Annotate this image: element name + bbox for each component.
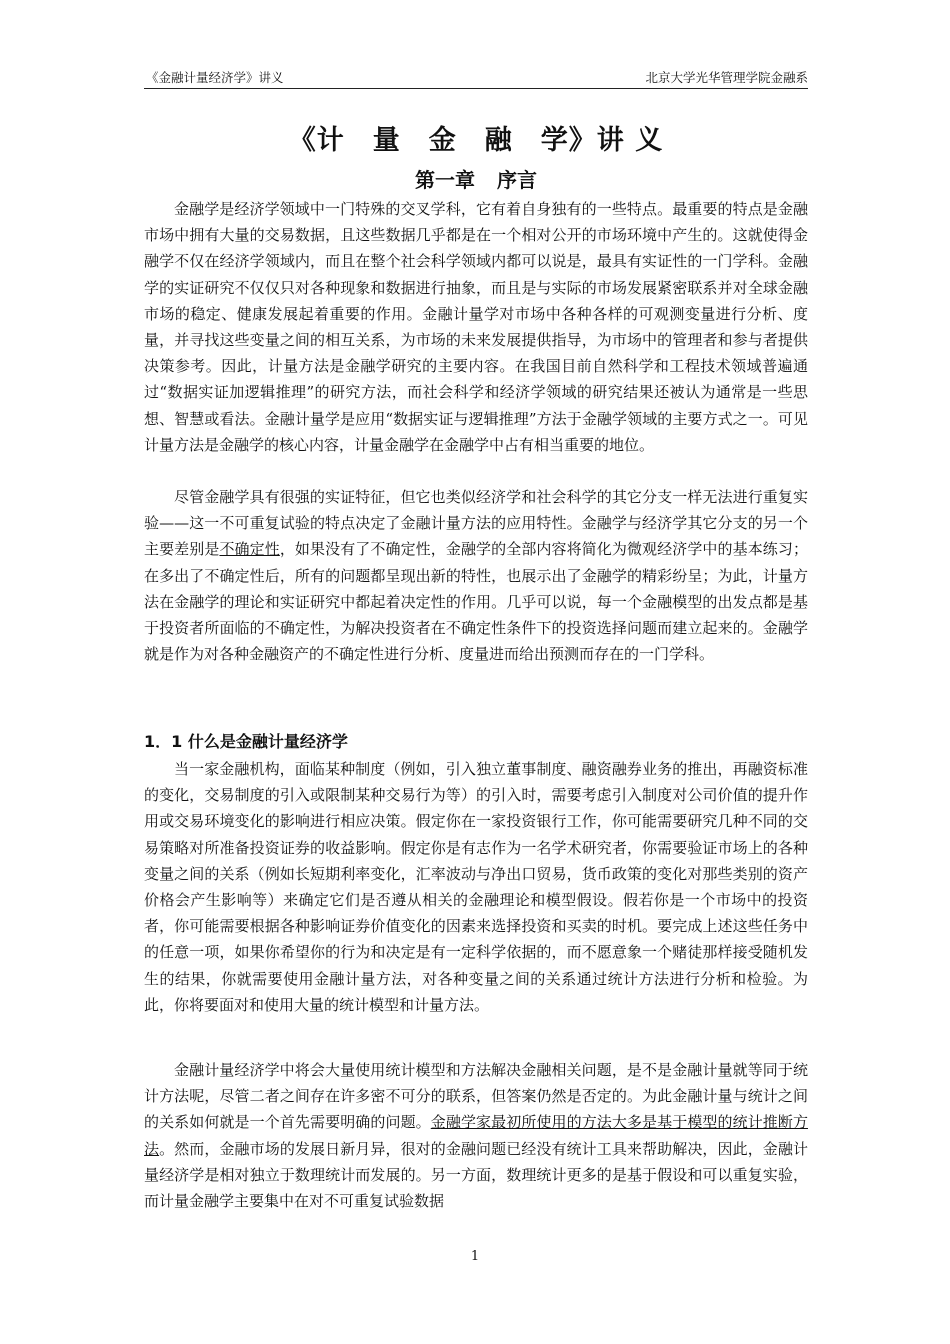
paragraph-text: ，如果没有了不确定性，金融学的全部内容将简化为微观经济学中的基本练习；在多出了不确定性后，所有的问题都呈现出新的特性，也展示出了金融学的精彩纷呈；为此，计量方法在金融学的理论和实证研究中都起着决定性的作用。几乎可以说，每一个金融模型的出发点都是基于投资者所面临的不确定性，为解决投资者在不确定性条件下的投资选择问题而建立起来的。金融学就是作为对各种金融资产的不确定性进行分析、度量进而给出预测而存在的一门学科。 [144,540,808,664]
intro-paragraph-1 [144,196,808,458]
underlined-sentence: 金融学家最初所使用的方法大多是基于模型的统计推断方法 [144,1113,808,1158]
section-number: 1．1 [144,732,183,751]
title-part-4: 融 [484,125,513,156]
section-title: 什么是金融计量经济学 [187,732,348,751]
running-header [144,66,808,89]
section-paragraph-2 [144,1057,808,1214]
document-title [144,118,808,157]
header-institution: 北京大学光华管理学院金融系 [645,70,808,85]
section-heading [144,729,348,752]
paragraph-text: 当一家金融机构，面临某种制度（例如，引入独立董事制度、融资融券业务的推出，再融资标准的变化，交易制度的引入或限制某种交易行为等）的引入时，需要考虑引入制度对公司价值的提升作用或交易环境变化的影响进行相应决策。假定你在一家投资银行工作，你可能需要研究几种不同的交易策略对所准备投资证券的收益影响。假定你是有志作为一名学术研究者，你需要验证市场上的各种变量之间的关系（例如长短期利率变化，汇率波动与净出口贸易，货币政策的变化对那些类别的资产价格会产生影响等）来确定它们是否遵从相关的金融理论和模型假设。假若你是一个市场中的投资者，你可能需要根据各种影响证券价值变化的因素来选择投资和买卖的时机。要完成上述这些任务中的任意一项，如果你希望你的行为和决定是有一定科学依据的，而不愿意象一个赌徒那样接受随机发生的结果，你就需要使用金融计量方法，对各种变量之间的关系通过统计方法进行分析和检验。为此，你将要面对和使用大量的统计模型和计量方法。 [144,760,808,1014]
header-course-title: 《金融计量经济学》讲义 [146,70,284,85]
title-part-3: 金 [428,125,457,156]
underlined-term: 不确定性 [219,540,280,559]
intro-paragraph-2 [144,484,808,667]
paragraph-text: 金融学是经济学领域中一门特殊的交叉学科，它有着自身独有的一些特点。最重要的特点是金融市场中拥有大量的交易数据，且这些数据几乎都是在一个相对公开的市场环境中产生的。这就使得金融学不仅在经济学领域内，而且在整个社会科学领域内都可以说是，最具有实证性的一门学科。金融学的实证研究不仅仅只对各种现象和数据进行抽象，而且是与实际的市场发展紧密联系并对全球金融市场的稳定、健康发展起着重要的作用。金融计量学对市场中各种各样的可观测变量进行分析、度量，并寻找这些变量之间的相互关系，为市场的未来发展提供指导，为市场中的管理者和参与者提供决策参考。因此，计量方法是金融学研究的主要内容。在我国目前自然科学和工程技术领域普遍通过“数据实证加逻辑推理”的研究方法，而社会科学和经济学领域的研究结果还被认为通常是一些思想、智慧或看法。金融计量学是应用“数据实证与逻辑推理”方法于金融学领域的主要方式之一。可见计量方法是金融学的核心内容，计量金融学在金融学中占有相当重要的地位。 [144,200,808,454]
paragraph-text: 。然而，金融市场的发展日新月异，很对的金融问题已经没有统计工具来帮助解决，因此，金融计量经济学是相对独立于数理统计而发展的。另一方面，数理统计更多的是基于假设和可以重复实验，而计量金融学主要集中在对不可重复试验数据 [144,1139,808,1211]
section-paragraph-1 [144,756,808,1018]
title-part-1: 《计 [288,125,345,156]
paragraph-text: 尽管金融学具有很强的实证特征，但它也类似经济学和社会科学的其它分支一样无法进行重复实验——这一不可重复试验的特点决定了金融计量方法的应用特性。金融学与经济学其它分支的另一个主要差别是 [144,488,808,559]
chapter-name: 序言 [497,168,537,192]
title-part-5: 学》讲 义 [540,125,664,156]
title-part-2: 量 [372,125,401,156]
chapter-heading [144,164,808,193]
paragraph-text: 金融计量经济学中将会大量使用统计模型和方法解决金融相关问题，是不是金融计量就等同于统计方法呢，尽管二者之间存在许多密不可分的联系，但答案仍然是否定的。为此金融计量与统计之间的关系如何就是一个首先需要明确的问题。 [144,1061,808,1132]
chapter-number: 第一章 [415,168,475,192]
page-number: 1 [470,1249,480,1264]
